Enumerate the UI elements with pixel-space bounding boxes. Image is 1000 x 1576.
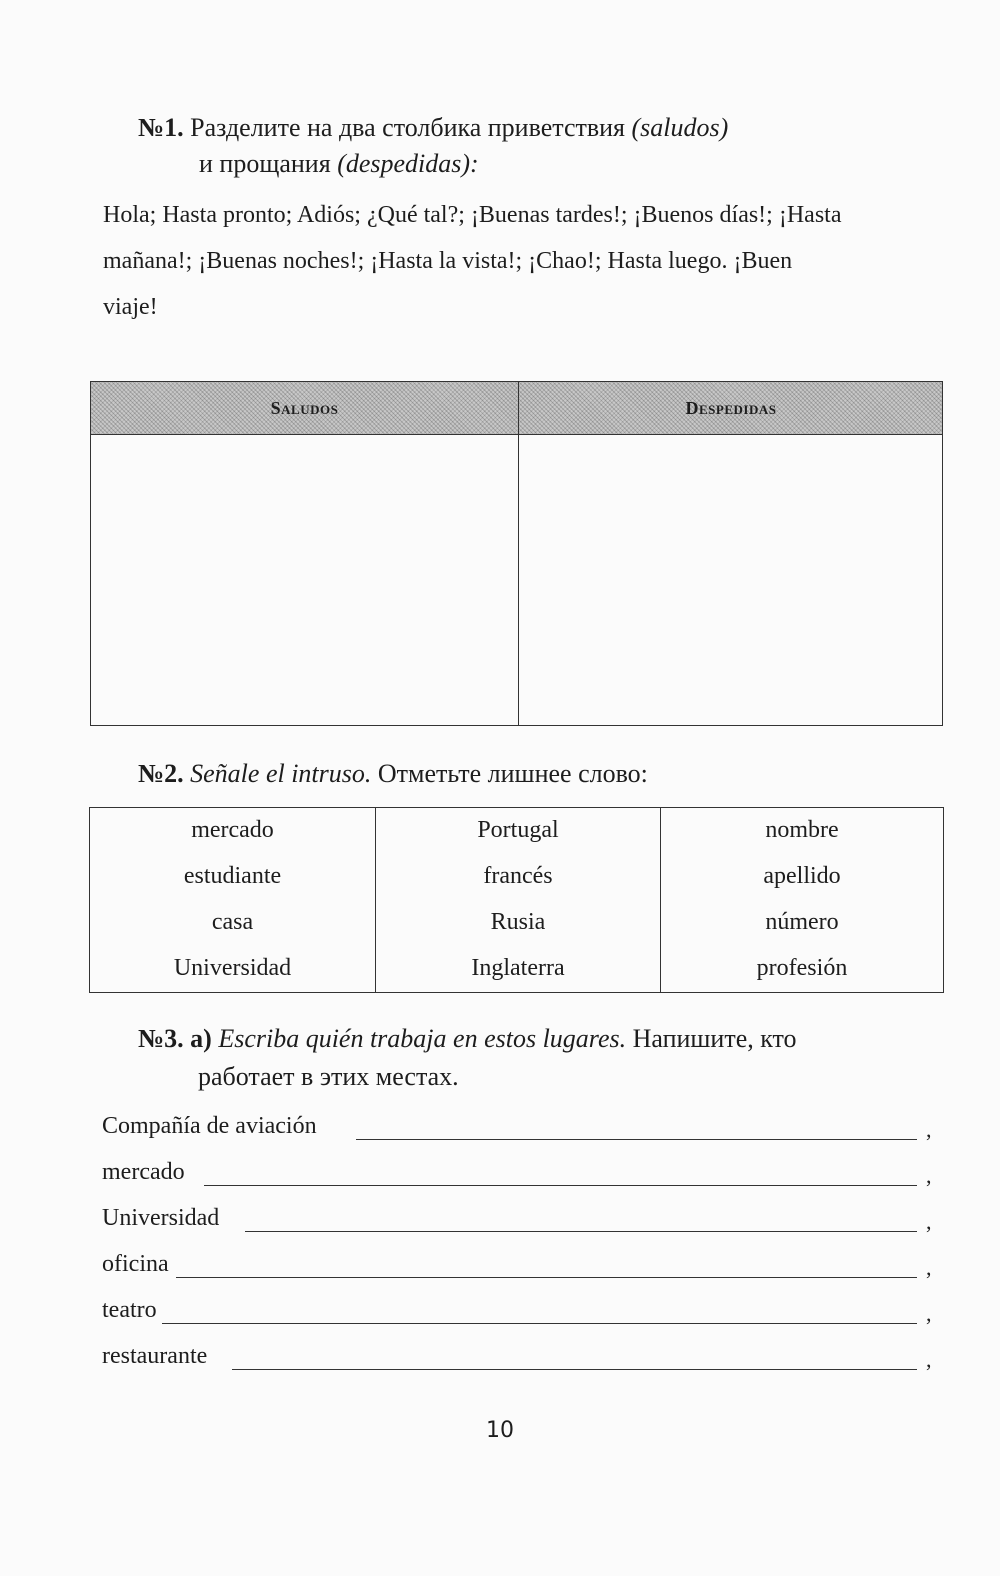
ex1-instruction-ru-1: Разделите на два столбика приветствия	[190, 113, 625, 142]
ex2-instruction-es: Señale el intruso.	[190, 759, 372, 788]
ex2-number: №2.	[138, 759, 184, 788]
ex1-answer-table	[90, 381, 943, 726]
ex3-heading-line2	[198, 1059, 459, 1095]
ex2-column-2	[376, 808, 660, 997]
ex1-word-line: Hola; Hasta pronto; Adiós; ¿Qué tal?; ¡Buenas tardes!; ¡Buenos días!; ¡Hasta	[103, 202, 842, 228]
fill-row-oficina	[102, 1249, 942, 1289]
page-number: 10	[486, 1418, 514, 1443]
ex3-heading-line1	[138, 1021, 797, 1057]
word-cell[interactable]: Universidad	[173, 955, 292, 981]
comma: ,	[926, 1301, 932, 1326]
comma: ,	[926, 1209, 932, 1234]
ex1-number: №1.	[138, 113, 184, 142]
ex3-number: №3.	[138, 1024, 184, 1053]
header-despedidas: Despedidas	[685, 398, 777, 418]
ex2-column-1	[90, 808, 375, 997]
answer-line[interactable]	[245, 1231, 917, 1232]
ex2-instruction-ru: Отметьте лишнее слово:	[377, 759, 648, 788]
ex1-term-saludos: (saludos)	[631, 113, 729, 142]
place-label: restaurante	[102, 1343, 208, 1369]
comma: ,	[926, 1347, 932, 1372]
place-label: teatro	[102, 1297, 157, 1323]
word-cell[interactable]: profesión	[756, 955, 848, 981]
ex3-instruction-es: Escriba quién trabaja en estos lugares.	[218, 1024, 627, 1053]
ex1-word-line: viaje!	[103, 294, 158, 320]
ex2-column-3	[661, 808, 943, 997]
answer-line[interactable]	[232, 1369, 917, 1370]
fill-row-mercado	[102, 1157, 942, 1197]
place-label: Compañía de aviación	[102, 1113, 317, 1139]
fill-row-restaurante	[102, 1341, 942, 1381]
place-label: mercado	[102, 1159, 185, 1185]
answer-line[interactable]	[356, 1139, 917, 1140]
comma: ,	[926, 1117, 932, 1142]
saludos-answer-cell[interactable]	[91, 435, 518, 725]
place-label: Universidad	[102, 1205, 220, 1231]
answer-line[interactable]	[176, 1277, 917, 1278]
word-cell[interactable]: francés	[483, 863, 553, 889]
ex3-part: a)	[190, 1024, 212, 1053]
ex1-heading-line2	[199, 146, 479, 182]
place-label: oficina	[102, 1251, 169, 1277]
ex1-heading-line1	[138, 110, 728, 146]
word-cell[interactable]: mercado	[191, 817, 274, 843]
word-cell[interactable]: apellido	[763, 863, 841, 889]
ex1-word-line: mañana!; ¡Buenas noches!; ¡Hasta la vista!; ¡Chao!; Hasta luego. ¡Buen	[103, 248, 793, 274]
fill-row-universidad	[102, 1203, 942, 1243]
despedidas-answer-cell[interactable]	[519, 435, 943, 725]
fill-row-teatro	[102, 1295, 942, 1335]
ex1-word-list	[103, 192, 933, 330]
ex1-instruction-ru-2: и прощания	[199, 149, 331, 178]
word-cell[interactable]: casa	[211, 909, 254, 935]
ex2-heading	[138, 756, 648, 792]
comma: ,	[926, 1255, 932, 1280]
word-cell[interactable]: Inglaterra	[471, 955, 565, 981]
word-cell[interactable]: Portugal	[477, 817, 559, 843]
word-cell[interactable]: Rusia	[490, 909, 546, 935]
word-cell[interactable]: estudiante	[183, 863, 282, 889]
word-cell[interactable]: número	[765, 909, 839, 935]
ex1-term-despedidas: (despedidas):	[337, 149, 479, 178]
answer-line[interactable]	[162, 1323, 917, 1324]
ex3-instruction-ru-2: работает в этих местах.	[198, 1062, 459, 1091]
header-saludos: Saludos	[270, 398, 339, 418]
ex2-word-table	[89, 807, 944, 993]
word-cell[interactable]: nombre	[765, 817, 839, 843]
ex3-instruction-ru-1: Напишите, кто	[632, 1024, 797, 1053]
fill-row-compania	[102, 1111, 942, 1151]
comma: ,	[926, 1163, 932, 1188]
answer-line[interactable]	[204, 1185, 917, 1186]
